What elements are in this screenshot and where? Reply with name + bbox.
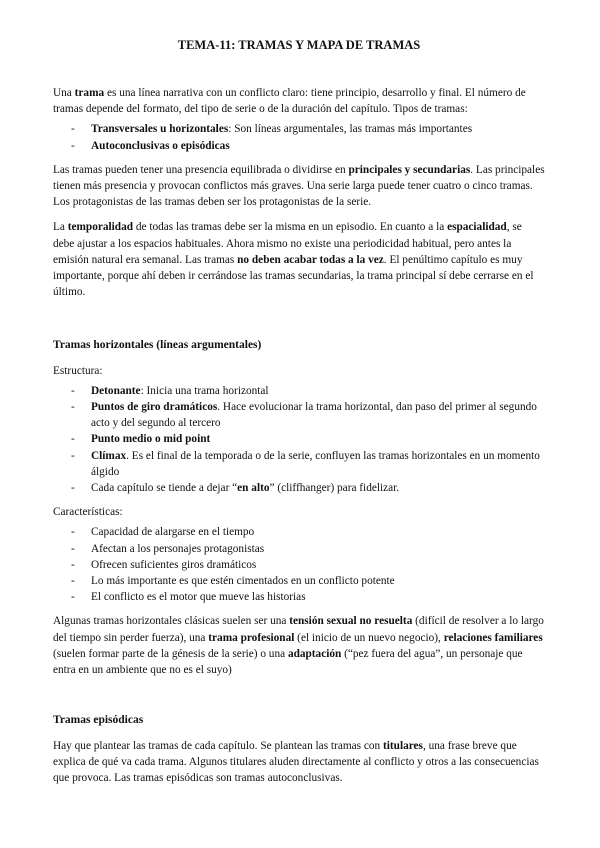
bullet-dash: - <box>71 558 75 571</box>
structure-list <box>53 383 545 496</box>
list-item: - Clímax. Es el final de la temporada o de la serie, confluyen las tramas horizontales en un momento álgido <box>71 449 540 478</box>
horizontal-heading: Tramas horizontales (líneas argumentales) <box>53 339 262 352</box>
document-title: TEMA-11: TRAMAS Y MAPA DE TRAMAS <box>177 38 421 52</box>
structure-label: Estructura: <box>53 364 103 377</box>
list-item: - Punto medio o mid point <box>53 431 545 447</box>
list-item: - Transversales u horizontales: Son líneas argumentales, las tramas más importantes <box>53 121 545 137</box>
bullet-dash: - <box>71 449 75 462</box>
bullet-dash: - <box>71 482 75 495</box>
trama-types-list <box>53 121 545 153</box>
bullet-dash: - <box>71 591 75 604</box>
classic-tramas-paragraph: Algunas tramas horizontales clásicas suelen ser una tensión sexual no resuelta (difícil de resolver a lo largo del tiempo sin perder fuerza), una trama profesional (el inicio de un nuevo negocio), relaciones familiares (suelen formar parte de la génesis de la serie) o una adaptación (“pez fuera del agua”, un personaje que entra en un ambiente que no es el suyo) <box>53 615 544 677</box>
features-label: Características: <box>53 506 123 519</box>
list-item: - Lo más importante es que estén cimentados en un conflicto potente <box>53 573 545 589</box>
bullet-dash: - <box>71 542 75 555</box>
list-item: - Capacidad de alargarse en el tiempo <box>53 524 545 540</box>
list-item: - Puntos de giro dramáticos. Hace evolucionar la trama horizontal, dan paso del primer al segundo acto y del segundo al tercero <box>71 401 537 430</box>
bullet-dash: - <box>71 575 75 588</box>
list-item: - Afectan a los personajes protagonistas <box>53 541 545 557</box>
document-page <box>53 38 545 786</box>
bullet-dash: - <box>71 526 75 539</box>
list-item: - Cada capítulo se tiende a dejar “en alto” (cliffhanger) para fidelizar. <box>53 480 545 496</box>
list-item: - El conflicto es el motor que mueve las historias <box>53 589 545 605</box>
bullet-dash: - <box>71 401 75 414</box>
episodic-paragraph: Hay que plantear las tramas de cada capítulo. Se plantean las tramas con titulares, una frase breve que explica de qué va cada trama. Algunos titulares aluden directamente al conflicto y otros a las consecuencias que provoca. Las tramas episódicas son tramas autoconclusivas. <box>53 739 539 784</box>
intro-paragraph: Una trama es una línea narrativa con un conflicto claro: tiene principio, desarrollo y final. El número de tramas depende del formato, del tipo de serie o de la duración del capítulo. Tipos de tramas: <box>53 87 526 116</box>
list-item: - Autoconclusivas o episódicas <box>53 138 545 154</box>
list-item: - Detonante: Inicia una trama horizontal <box>53 383 545 399</box>
list-item: - Ofrecen suficientes giros dramáticos <box>53 557 545 573</box>
episodic-heading: Tramas episódicas <box>53 714 144 727</box>
bullet-dash: - <box>71 433 75 446</box>
bullet-dash: - <box>71 384 75 397</box>
temporalidad-paragraph: La temporalidad de todas las tramas debe ser la misma en un episodio. En cuanto a la espacialidad, se debe ajustar a los espacios habituales. Ahora mismo no existe una periodicidad habitual, pero antes la emisión natural era semanal. Las tramas no deben acabar todas a la vez. El penúltimo capítulo es muy importante, porque ahí deben ir cerrándose las tramas secundarias, la trama principal sí debe cerrarse en el último. <box>53 221 534 299</box>
principales-paragraph: Las tramas pueden tener una presencia equilibrada o dividirse en principales y secundarias. Las principales tienen más presencia y provocan conflictos más graves. Una serie larga puede tener cuatro o cinco tramas. Los protagonistas de las tramas deben ser los protagonistas de la serie. <box>53 163 545 209</box>
bullet-dash: - <box>71 123 75 136</box>
features-list <box>53 524 545 605</box>
bullet-dash: - <box>71 139 75 152</box>
